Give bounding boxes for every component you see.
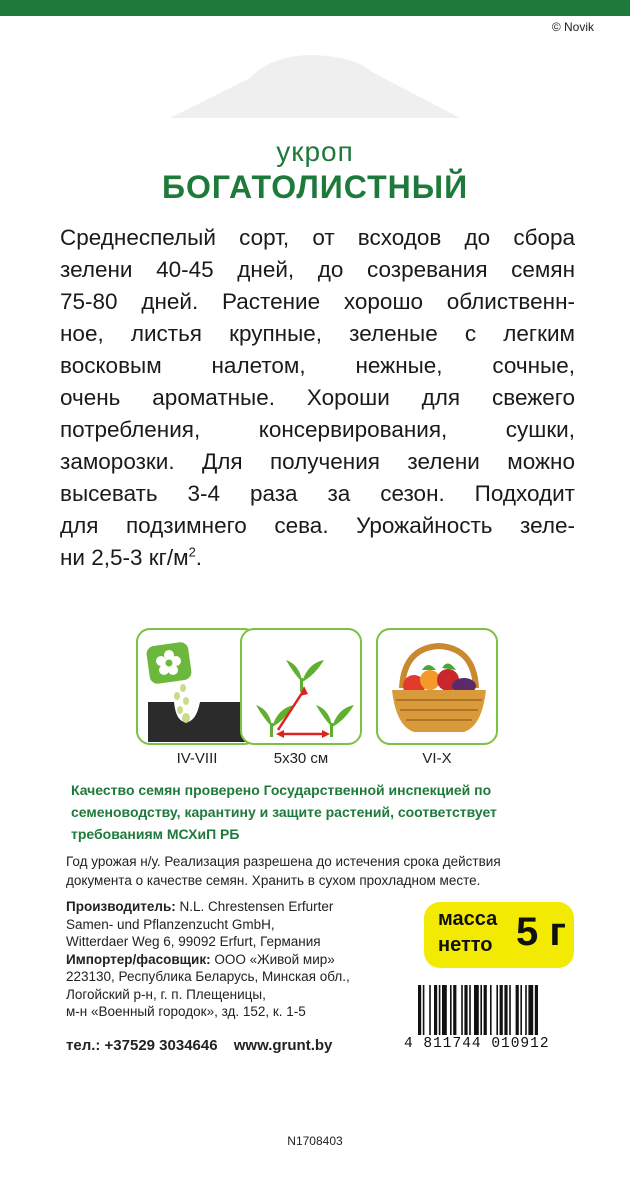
barcode-bar bbox=[490, 985, 492, 1035]
spacing-value: 5х30 см bbox=[273, 750, 329, 767]
barcode bbox=[418, 985, 574, 1035]
importer-address-line: 223130, Республика Беларусь, Минская обл., bbox=[66, 969, 350, 984]
barcode-bar bbox=[464, 985, 467, 1035]
importer-name: ООО «Живой мир» bbox=[210, 951, 335, 967]
importer-address-line: м-н «Военный городок», зд. 152, к. 1-5 bbox=[66, 1004, 306, 1019]
importer-label: Импортер/фасовщик: bbox=[66, 951, 211, 967]
storage-line: документа о качестве семян. Хранить в сухом прохладном месте. bbox=[66, 873, 481, 888]
barcode-bar bbox=[504, 985, 507, 1035]
mass-word: масса bbox=[438, 908, 498, 930]
net-weight-value: 5 г bbox=[516, 910, 567, 954]
barcode-bar bbox=[496, 985, 498, 1035]
quality-line: семеноводству, карантину и защите растений, соответствует bbox=[71, 804, 497, 820]
barcode-bar bbox=[500, 985, 503, 1035]
description-line: очень ароматные. Хороши для свежего bbox=[60, 385, 575, 410]
producer-line: Samen- und Pflanzenzucht GmbH, bbox=[66, 916, 275, 932]
net-word: нетто bbox=[438, 934, 493, 956]
description-line: 75-80 дней. Растение хорошо облиственн- bbox=[60, 289, 575, 314]
barcode-digits: 4 811744 010912 bbox=[404, 1036, 550, 1052]
barcode-bar bbox=[453, 985, 456, 1035]
product-type: укроп bbox=[276, 136, 354, 167]
barcode-bar bbox=[516, 985, 519, 1035]
website: www.grunt.by bbox=[233, 1037, 333, 1054]
barcode-bar bbox=[480, 985, 482, 1035]
quality-line: требованиям МСХиП РБ bbox=[71, 826, 240, 842]
spacing-icon bbox=[242, 630, 362, 745]
harvest-period: VI-X bbox=[422, 750, 452, 767]
barcode-bar bbox=[429, 985, 431, 1035]
barcode-bar bbox=[423, 985, 425, 1035]
description-line: для подзимнего сева. Урожайность зеле- bbox=[60, 513, 575, 538]
description-line: потребления, консервирования, сушки, bbox=[60, 417, 575, 442]
phone: тел.: +37529 3034646 bbox=[66, 1037, 218, 1054]
description-line: ное, листья крупные, зеленые с легким bbox=[60, 321, 575, 346]
copyright: © Novik bbox=[551, 20, 594, 34]
contacts bbox=[66, 1037, 344, 1054]
barcode-bar bbox=[484, 985, 487, 1035]
description-last-text: ни 2,5-3 кг/м bbox=[60, 545, 189, 570]
barcode-bar bbox=[535, 985, 538, 1035]
variety-name: БОГАТОЛИСТНЫЙ bbox=[161, 169, 469, 205]
window-cutout bbox=[0, 0, 630, 140]
producer-address: Witterdaer Weg 6, 99092 Erfurt, Германия bbox=[66, 934, 321, 949]
storage-line: Год урожая н/у. Реализация разрешена до истечения срока действия bbox=[66, 854, 501, 869]
barcode-bar bbox=[434, 985, 437, 1035]
description-end: . bbox=[195, 545, 203, 570]
barcode-bar bbox=[528, 985, 533, 1035]
quality-line: Качество семян проверено Государственной инспекцией по bbox=[71, 782, 492, 798]
barcode-bar bbox=[450, 985, 452, 1035]
barcode-bar bbox=[474, 985, 479, 1035]
barcode-bar bbox=[509, 985, 511, 1035]
producer-info bbox=[66, 898, 406, 1021]
barcode-bar bbox=[469, 985, 471, 1035]
description-sup: 2 bbox=[188, 544, 196, 560]
description bbox=[60, 222, 575, 574]
spacing-icon-box bbox=[240, 628, 362, 745]
barcode-bar bbox=[418, 985, 421, 1035]
barcode-bar bbox=[439, 985, 441, 1035]
net-weight-badge bbox=[424, 902, 574, 968]
description-line: восковым налетом, нежные, сочные, bbox=[60, 353, 575, 378]
description-line-last bbox=[60, 542, 575, 574]
description-line: зелени 40-45 дней, до созревания семян bbox=[60, 257, 575, 282]
importer-address-line: Логойский р-н, г. п. Плещеницы, bbox=[66, 986, 266, 1002]
barcode-bar bbox=[461, 985, 463, 1035]
producer-name: N.L. Chrestensen Erfurter bbox=[175, 899, 334, 914]
description-line: заморозки. Для получения зелени можно bbox=[60, 449, 575, 474]
barcode-bar bbox=[442, 985, 447, 1035]
description-line: Среднеспелый сорт, от всходов до сбора bbox=[60, 225, 575, 250]
storage-note bbox=[66, 852, 566, 890]
harvest-basket-icon bbox=[378, 630, 498, 745]
description-line: высевать 3-4 раза за сезон. Подходит bbox=[60, 481, 575, 506]
producer-label: Производитель: bbox=[66, 899, 176, 914]
sowing-period: IV-VIII bbox=[176, 750, 218, 767]
barcode-bar bbox=[520, 985, 522, 1035]
quality-statement bbox=[71, 779, 571, 845]
harvest-icon-box bbox=[376, 628, 498, 745]
barcode-bar bbox=[525, 985, 527, 1035]
batch-code: N1708403 bbox=[287, 1134, 343, 1148]
